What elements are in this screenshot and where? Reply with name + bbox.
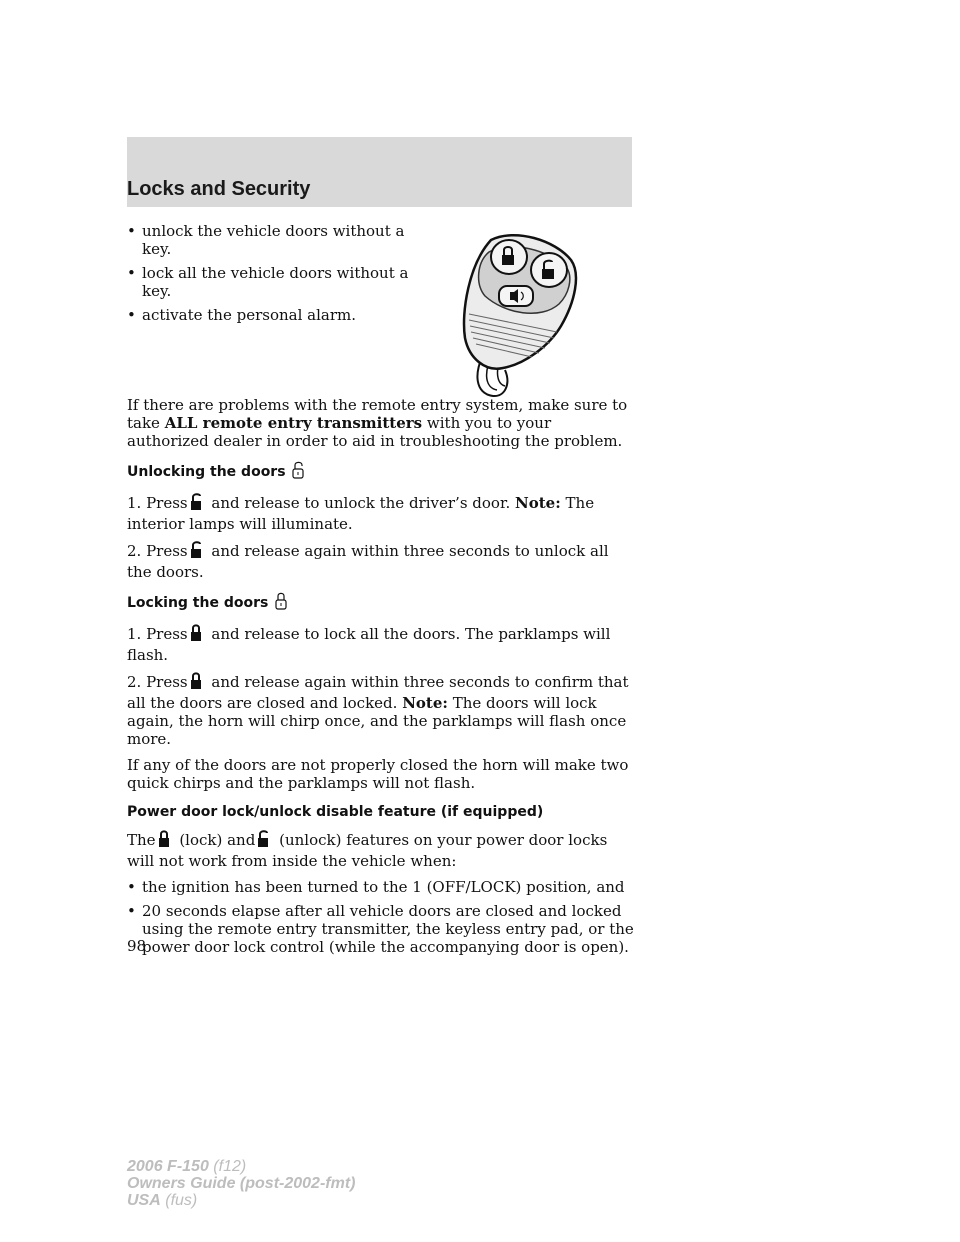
list-item: • 20 seconds elapse after all vehicle doors are closed and locked using the remote entry transmitter, the keyless entry pad, or the power door lock control (while the accompanying door is open). — [127, 902, 637, 956]
locking-heading: Locking the doors — [127, 592, 637, 615]
illustration-spacer — [127, 330, 637, 396]
list-item: • the ignition has been turned to the 1 (OFF/LOCK) position, and — [127, 878, 637, 896]
transmitter-function-list — [127, 222, 417, 324]
page-number: 98 — [127, 937, 147, 955]
unlock-icon — [189, 493, 203, 515]
list-item: • unlock the vehicle doors without a key. — [127, 222, 417, 258]
lock-icon — [157, 830, 171, 852]
unlock-icon — [256, 830, 270, 852]
disable-feature-heading: Power door lock/unlock disable feature (if equipped) — [127, 804, 544, 820]
section-title: Locks and Security — [127, 178, 311, 200]
emphasis-text: ALL remote entry transmitters — [164, 414, 423, 432]
disable-conditions-list — [127, 878, 637, 956]
list-item: • lock all the vehicle doors without a key. — [127, 264, 417, 300]
disable-intro: The (lock) and (unlock) features on your power door locks will not work from inside the vehicle when: — [127, 831, 608, 870]
list-item: • activate the personal alarm. — [127, 306, 417, 324]
unlock-step-2: 2. Press and release again within three seconds to unlock all the doors. — [127, 542, 609, 581]
lock-icon — [189, 624, 203, 646]
unlocking-heading: Unlocking the doors — [127, 461, 637, 484]
footer-line-2: Owners Guide (post-2002-fmt) — [127, 1175, 356, 1192]
locking-closing-paragraph: If any of the doors are not properly closed the horn will make two quick chirps and the parklamps will not flash. — [127, 756, 629, 792]
header-bar — [127, 137, 632, 207]
lock-step-2: 2. Press and release again within three seconds to confirm that all the doors are closed and locked. Note: The doors will lock again, the horn will chirp once, and the parklamps will flash once more. — [127, 673, 629, 748]
page-content — [127, 222, 637, 962]
unlock-icon — [189, 541, 203, 563]
document-footer — [127, 1158, 355, 1209]
lock-icon — [189, 672, 203, 694]
lock-outline-icon — [274, 592, 288, 615]
unlock-step-1: 1. Press and release to unlock the driver’s door. Note: The interior lamps will illuminate. — [127, 494, 595, 533]
footer-line-3: USA (fus) — [127, 1192, 198, 1209]
footer-line-1: 2006 F-150 (f12) — [127, 1158, 247, 1175]
unlock-outline-icon — [291, 461, 305, 484]
lock-step-1: 1. Press and release to lock all the doors. The parklamps will flash. — [127, 625, 611, 664]
troubleshooting-paragraph: If there are problems with the remote entry system, make sure to take ALL remote entry transmitters with you to your authorized dealer in order to aid in troubleshooting the problem. — [127, 396, 628, 450]
